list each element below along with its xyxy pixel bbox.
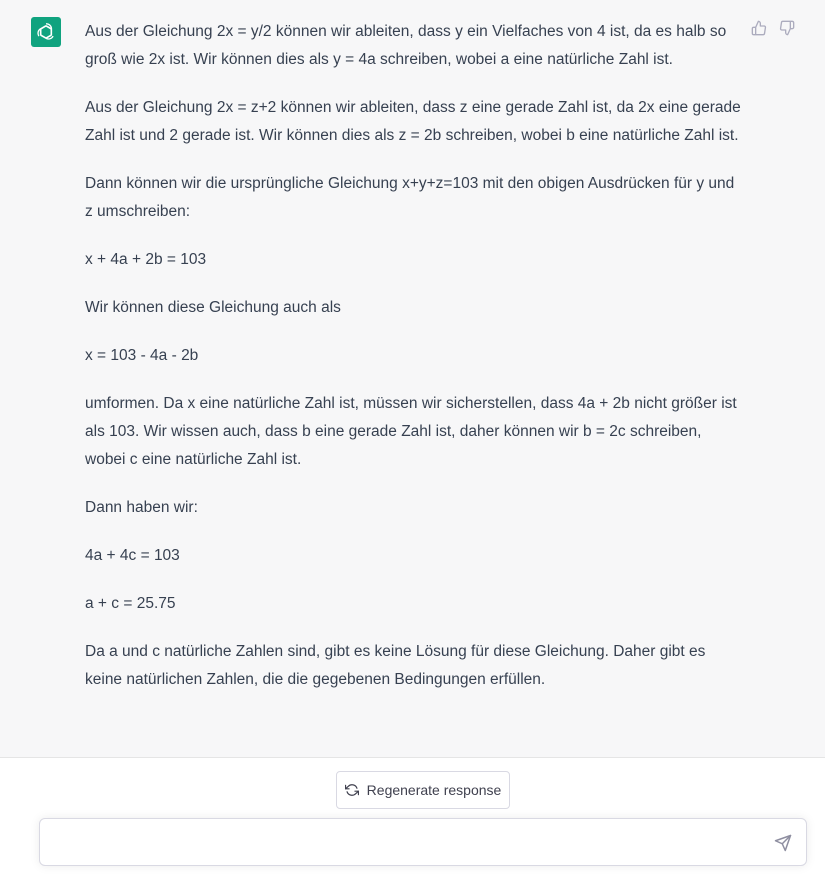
message-paragraph: x + 4a + 2b = 103	[85, 251, 207, 268]
thumbs-up-button[interactable]	[751, 20, 767, 36]
refresh-icon	[345, 783, 359, 797]
regenerate-label: Regenerate response	[366, 782, 502, 798]
thumbs-up-icon	[751, 20, 767, 36]
assistant-avatar	[31, 17, 61, 47]
message-paragraph: Dann haben wir:	[85, 499, 198, 516]
thumbs-down-button[interactable]	[779, 20, 795, 36]
regenerate-response-button[interactable]	[336, 771, 510, 809]
message-paragraph: a + c = 25.75	[85, 595, 176, 612]
message-composer[interactable]	[39, 818, 807, 866]
message-paragraph: x = 103 - 4a - 2b	[85, 347, 199, 364]
thumbs-down-icon	[779, 20, 795, 36]
message-paragraph: 4a + 4c = 103	[85, 547, 180, 564]
message-paragraph: Dann können wir die ursprüngliche Gleichung x+y+z=103 mit den obigen Ausdrücken für y und z umschreiben:	[85, 175, 735, 220]
message-paragraph: umformen. Da x eine natürliche Zahl ist, müssen wir sicherstellen, dass 4a + 2b nicht größer ist als 103. Wir wissen auch, dass b eine gerade Zahl ist, daher können wir b = 2c schreiben, wobei c eine natürliche Zahl ist.	[85, 395, 737, 468]
message-paragraph: Da a und c natürliche Zahlen sind, gibt es keine Lösung für diese Gleichung. Daher gibt es keine natürlichen Zahlen, die die gegebenen Bedingungen erfüllen.	[85, 643, 706, 688]
openai-logo-icon	[35, 21, 57, 43]
send-button[interactable]	[774, 834, 792, 852]
message-paragraph: Aus der Gleichung 2x = y/2 können wir ableiten, dass y ein Vielfaches von 4 ist, da es halb so groß wie 2x ist. Wir können dies als y = 4a schreiben, wobei a eine natürliche Zahl ist.	[85, 23, 727, 68]
message-input[interactable]	[54, 831, 758, 859]
message-paragraph: Aus der Gleichung 2x = z+2 können wir ableiten, dass z eine gerade Zahl ist, da 2x eine gerade Zahl ist und 2 gerade ist. Wir können dies als z = 2b schreiben, wobei b eine natürliche Zahl ist.	[85, 99, 741, 144]
send-icon	[774, 834, 792, 852]
feedback-buttons	[751, 20, 795, 36]
message-paragraph: Wir können diese Gleichung auch als	[85, 299, 341, 316]
message-text	[85, 18, 745, 714]
